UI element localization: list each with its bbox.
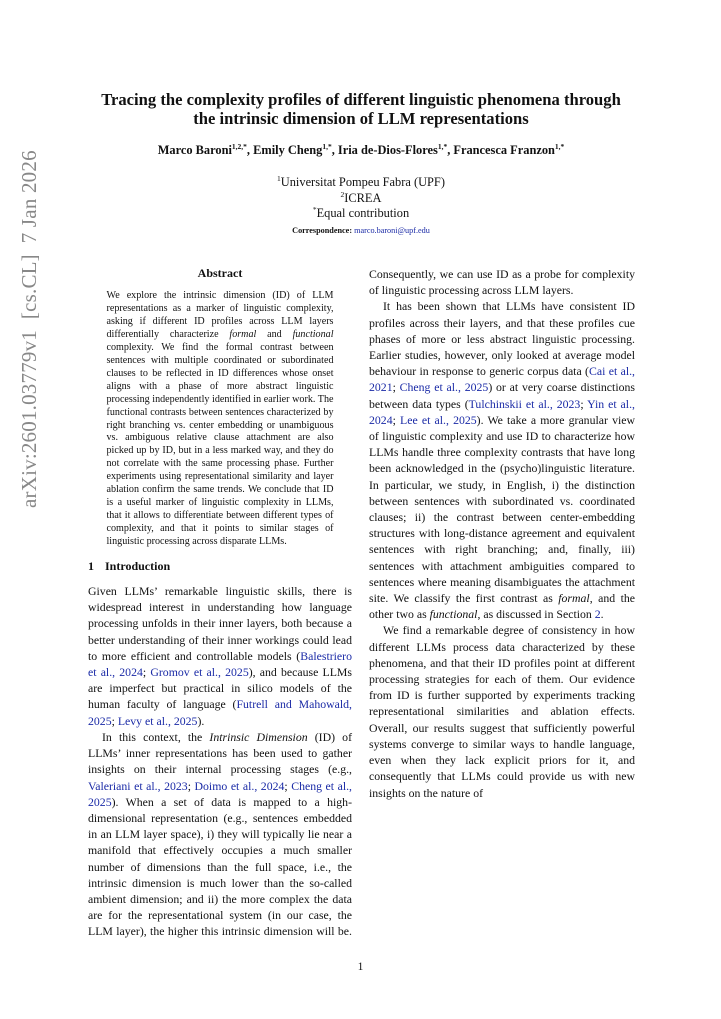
intro-paragraph-2-continued: Consequently, we can use ID as a probe for complexity of linguistic processing across LLM layers.	[369, 267, 635, 298]
citation-link[interactable]: Yin et al., 2024	[369, 396, 635, 427]
author-list: Marco Baroni$^{1,2,*}$, Emily Cheng$^{1,*}$, Iria de-Dios-Flores$^{1,*}$, Francesca Franzon$^{1,*}$	[157, 142, 565, 157]
author-affiliation-marker: 1,*	[322, 142, 332, 151]
affiliations	[70, 175, 652, 238]
author-affiliation-marker: 1,*	[554, 142, 565, 151]
citation-link[interactable]: Lee et al., 2025	[400, 412, 477, 427]
author-name: Francesca Franzon	[453, 143, 555, 157]
citation-link[interactable]: Futrell and Mahowald, 2025	[88, 697, 352, 728]
affiliation-line	[70, 191, 652, 207]
intro-paragraph-1: Given LLMs’ remarkable linguistic skills, there is widespread interest in understanding how language processing unfolds in their inner layers, both because a better understanding of their inner workings could lead to more efficient and controllable models (Balestriero et al., 2024; Gromov et al., 2025), and because LLMs are imperfect but practical in silico models of the human faculty of language (Futrell and Mahowald, 2025; Levy et al., 2025).	[88, 584, 353, 728]
emphasized-term: functional	[429, 607, 478, 622]
abstract-heading: Abstract	[197, 266, 243, 280]
abstract-text: We explore the intrinsic dimension (ID) of LLM representations as a marker of linguistic complexity, asking if different ID profiles across LLM layers differentially characterize formal and functional complexity. We find the formal contrast between sentences with multiple coordinated or subordinated clauses to be reflected in ID differences whose onset aligns with a phase of more abstract linguistic processing independently identified in earlier work. The functional contrasts between sentences characterized by right branching vs. center embedding or unambiguous vs. ambiguous relative clause attachment are also picked up by ID, but in a less marked way, and they do not correlate with the same processing phase. Further experiments using representational similarity and layer ablation confirm the same trends. We conclude that ID is a useful marker of linguistic complexity in LLMs, that it allows to differentiate between different types of complexity, and that it points to similar stages of linguistic processing across disparate LLMs.	[106, 290, 334, 548]
emphasized-term: functional	[292, 328, 334, 340]
citation-link[interactable]: Balestriero et al., 2024	[88, 648, 352, 680]
affiliation-marker: *	[312, 205, 317, 214]
author-name: Iria de-Dios-Flores	[337, 143, 438, 157]
page-number: 1	[357, 961, 364, 973]
affiliation-text: ICREA	[344, 190, 382, 205]
arxiv-id: arXiv:2601.03779v1	[17, 330, 41, 508]
citation-link[interactable]: Valeriani et al., 2023	[88, 778, 188, 793]
affiliation-text: Universitat Pompeu Fabra (UPF)	[280, 175, 445, 189]
title-line-1: Tracing the complexity profiles of different linguistic phenomena through	[101, 90, 621, 109]
affiliation-text: Equal contribution	[316, 206, 410, 220]
intro-paragraph-4: We find a remarkable degree of consistency in how different LLMs process data characterized by these phenomena, and that their ID profiles point at different processing strategies for each of them. Our evidence from ID is further supported by experiments tracking representational similarities and ablation effects. Overall, our results suggest that sufficiently powerful systems converge to similar ways to handle language, even when they lack explicit priors for it, and consequently that LLMs could provide us with new insights on the nature of	[369, 623, 635, 800]
affiliation-marker: 2	[340, 189, 345, 199]
correspondence-email-link[interactable]: marco.baroni@upf.edu	[354, 225, 430, 235]
section-heading-introduction	[88, 559, 352, 574]
right-column	[369, 266, 635, 801]
arxiv-date: 7 Jan 2026	[17, 150, 41, 244]
emphasized-term: formal	[229, 328, 257, 340]
arxiv-category: [cs.CL]	[17, 254, 41, 320]
citation-link[interactable]: Tulchinskii et al., 2023	[468, 396, 581, 411]
citation-link[interactable]: Levy et al., 2025	[117, 713, 198, 728]
paper-title	[70, 90, 652, 128]
author-affiliation-marker: 1,*	[437, 142, 448, 151]
correspondence-label: Correspondence:	[292, 225, 353, 235]
citation-link[interactable]: Cai et al., 2021	[369, 364, 635, 395]
intro-paragraph-2: In this context, the Intrinsic Dimension (ID) of LLMs’ inner representations has been used to gather insights on their internal processing stages (e.g., Valeriani et al., 2023; Doimo et al., 2024; Cheng et al., 2025). When a set of data is mapped to a high-dimensional representation (e.g., sentences embedded in an LLM layer space), i) they will typically lie near a manifold that effectively occupies a much smaller number of dimensions than the full space, i.e., the intrinsic dimension is much lower than the so-called ambient dimension; and ii) the more complex the data are for the representational system (in our case, the LLM layer), the higher this intrinsic dimension will be.	[88, 729, 353, 939]
left-column	[88, 266, 352, 940]
affiliation-line	[70, 206, 652, 222]
intro-paragraph-3: It has been shown that LLMs have consistent ID profiles across their layers, and that these profiles cue phases of more or less abstract linguistic processing. Earlier studies, however, only looked at average model behaviour in response to generic corpus data (Cai et al., 2021; Cheng et al., 2025) or at very coarse distinctions between data types (Tulchinskii et al., 2023; Yin et al., 2024; Lee et al., 2025). We take a more granular view of linguistic complexity and use ID to characterize how LLMs handle three complexity contrasts that have long been acknowledged in the (psycho)linguistic literature. In particular, we study, in English, i) the distinction between sentences with subordinated vs. coordinated clauses; ii) the contrast between center-embedding structures with long-distance agreement and equivalent sentences with right branching; and, finally, iii) sentences with attachment ambiguities compared to sentences where meaning disambiguates the attachment site. We classify the first contrast as formal, and the other two as functional, as discussed in Section 2.	[369, 299, 635, 622]
correspondence-line	[70, 223, 652, 239]
citation-link[interactable]: Cheng et al., 2025	[88, 778, 353, 809]
affiliation-marker: 1	[277, 174, 281, 183]
author-affiliation-marker: 1,2,*	[231, 142, 247, 151]
section-number: 1	[88, 559, 94, 574]
emphasized-term: formal	[558, 591, 590, 606]
citation-link[interactable]: Doimo et al., 2024	[194, 778, 285, 793]
author-name: Emily Cheng	[253, 143, 323, 157]
arxiv-identifier-stamp	[17, 150, 42, 508]
citation-link[interactable]: 2	[594, 607, 601, 622]
author-name: Marco Baroni	[157, 143, 232, 157]
title-line-2: the intrinsic dimension of LLM representations	[193, 109, 529, 128]
citation-link[interactable]: Gromov et al., 2025	[150, 665, 249, 680]
affiliation-line	[70, 175, 652, 191]
section-title: Introduction	[105, 559, 171, 574]
citation-link[interactable]: Cheng et al., 2025	[399, 380, 489, 395]
emphasized-term: Intrinsic Dimension	[209, 729, 308, 744]
